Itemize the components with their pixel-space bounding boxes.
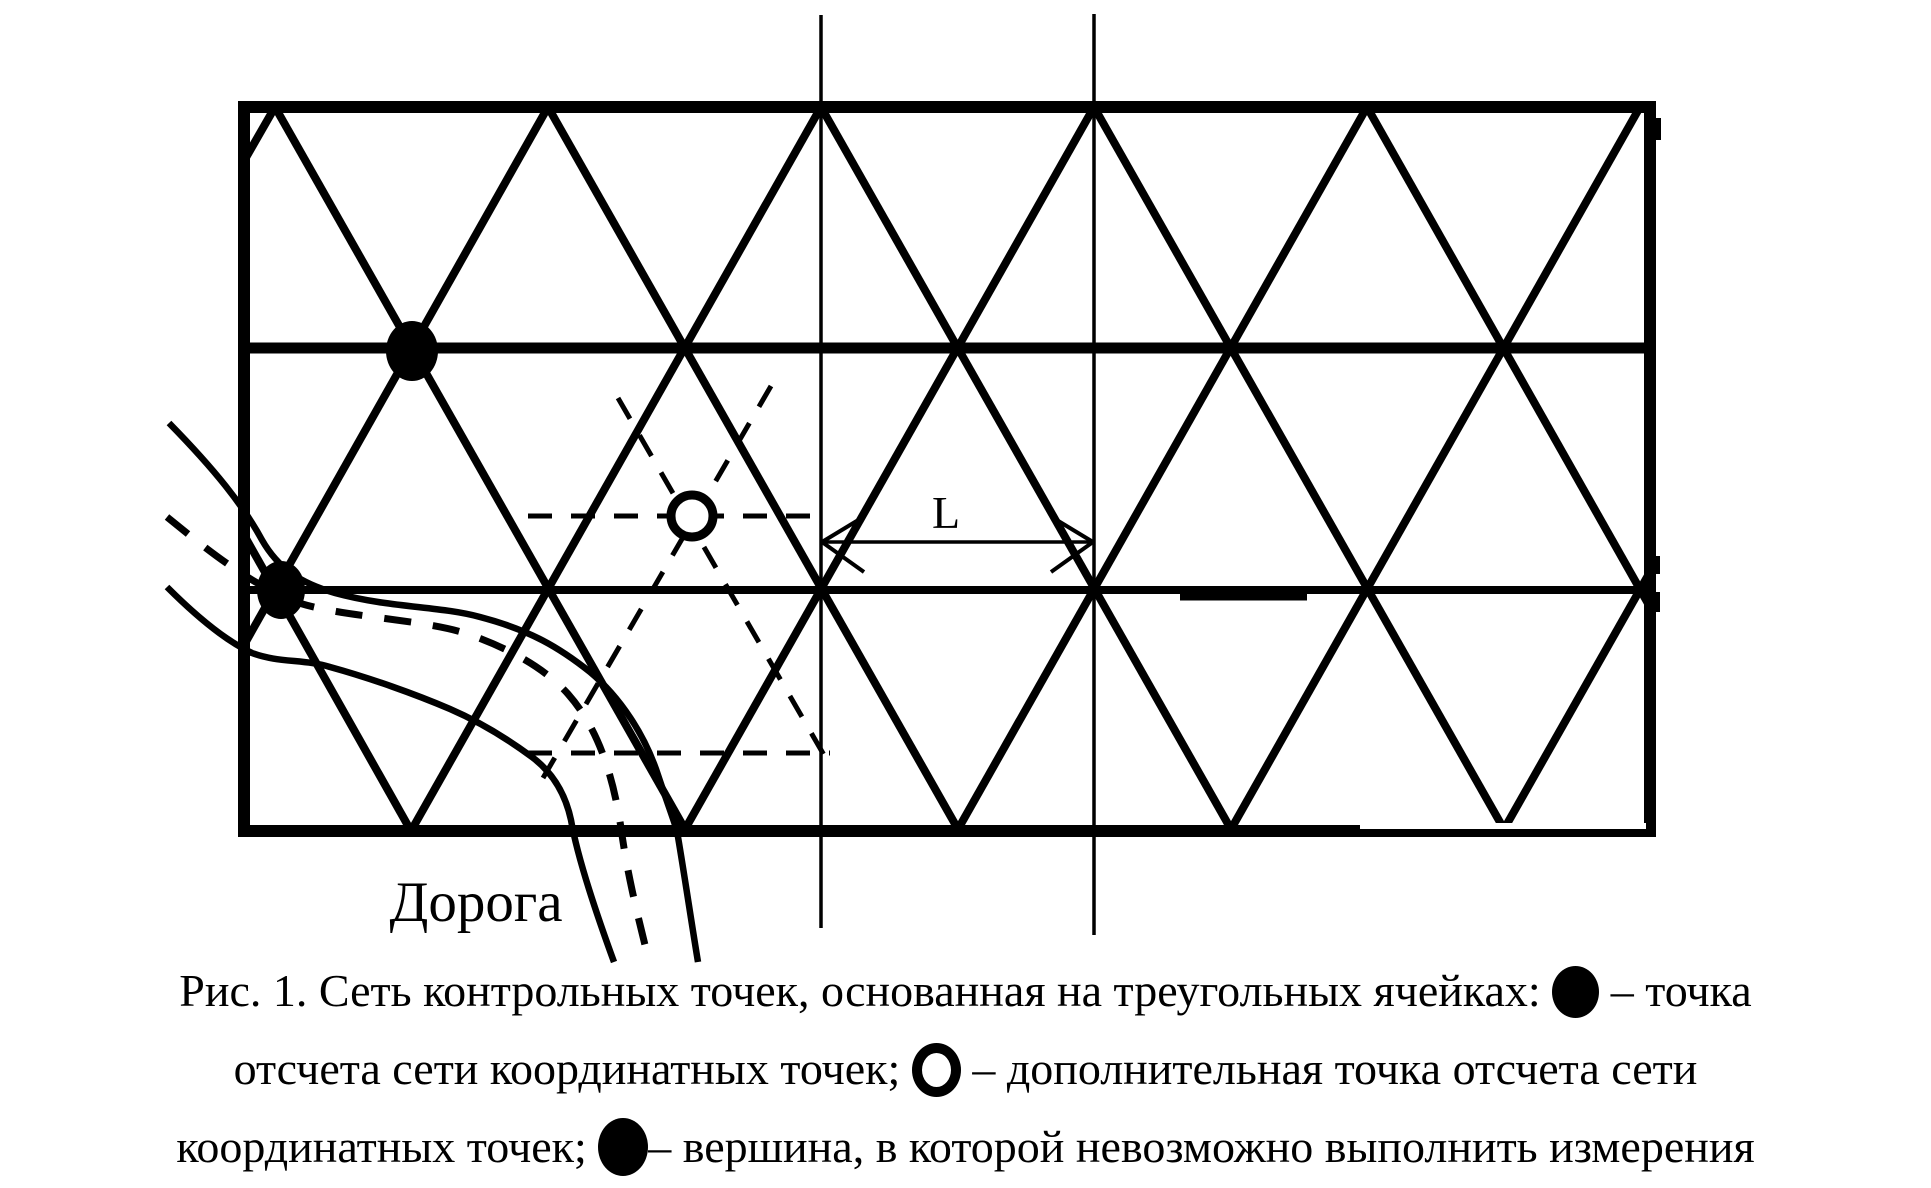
caption-line-2 <box>0 1030 1931 1108</box>
right-edge-tick-middle-upper <box>1649 556 1660 574</box>
grid-diagonal-down-right <box>1367 107 1650 607</box>
dashed-star-diagonal-down-right <box>618 398 828 762</box>
figure-caption <box>0 952 1931 1186</box>
additional-reference-point-ring <box>671 495 713 537</box>
reference-point-dot-icon <box>1552 966 1599 1018</box>
caption-line-3 <box>0 1108 1931 1186</box>
grid-diagonal-down-left <box>1230 107 1640 831</box>
right-edge-tick-top <box>1649 118 1661 140</box>
grid-diagonal-down-right <box>1094 107 1505 831</box>
grid-diagonal-down-right <box>548 107 959 831</box>
additional-point-ring-icon <box>912 1043 961 1097</box>
grid-diagonal-down-left <box>1503 572 1650 831</box>
caption-text: – дополнительная точка отсчета сети <box>960 1043 1698 1094</box>
reference-point-dot <box>386 321 438 381</box>
caption-text: – точка <box>1599 965 1752 1016</box>
caption-text: отсчета сети координатных точек; <box>233 1043 912 1094</box>
unmeasurable-vertex-dot <box>257 561 305 619</box>
caption-text: координатных точек; <box>176 1121 599 1172</box>
right-edge-tick-middle-lower <box>1649 592 1660 612</box>
road-label: Дорога <box>389 871 563 934</box>
caption-line-1 <box>0 952 1931 1030</box>
grid-diagonal-down-left <box>957 107 1367 831</box>
grid-diagonal-down-left <box>684 107 1094 831</box>
dimension-label: L <box>931 487 961 538</box>
caption-text: – вершина, в которой невозможно выполнить измерения <box>648 1121 1755 1172</box>
caption-text: Рис. 1. Сеть контрольных точек, основанная на треугольных ячейках: <box>179 965 1553 1016</box>
unmeasurable-vertex-dot-icon <box>598 1118 648 1176</box>
grid-diagonal-down-right <box>821 107 1232 831</box>
